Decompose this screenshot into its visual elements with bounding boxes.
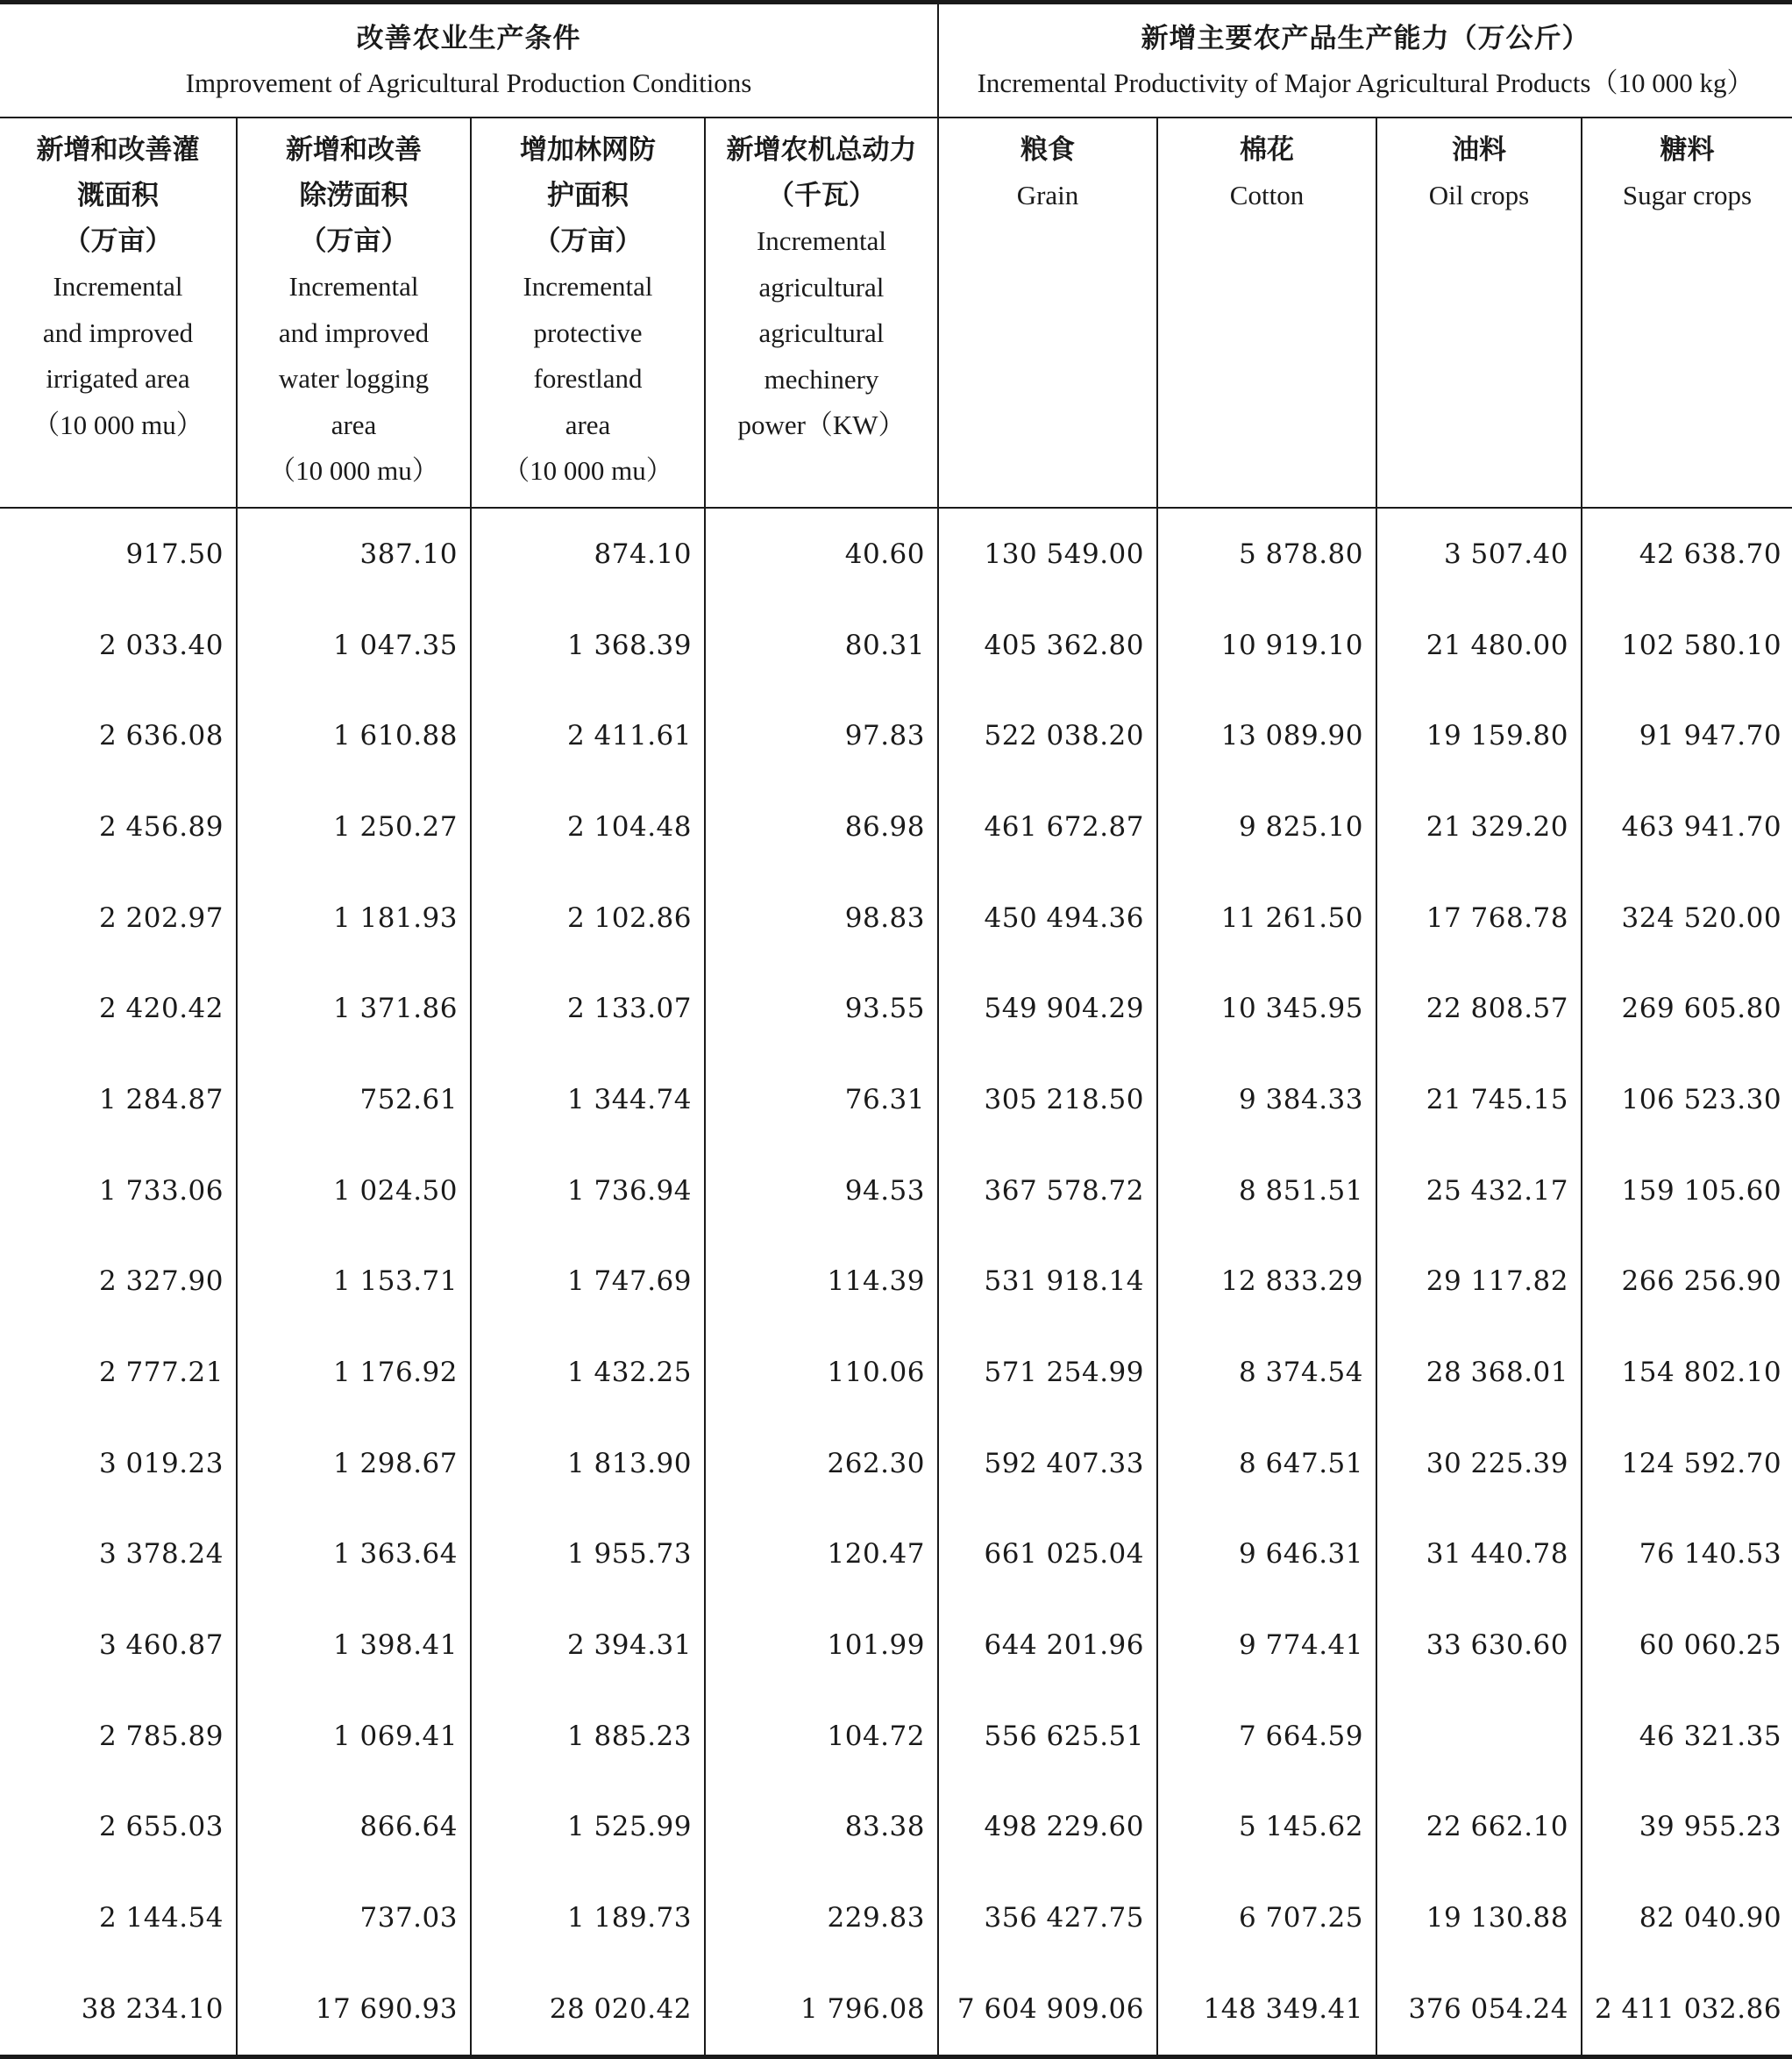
table-cell: 8 647.51 <box>1157 1418 1376 1509</box>
table-cell: 1 432.25 <box>471 1327 705 1418</box>
table-cell: 461 672.87 <box>938 781 1157 873</box>
table-cell: 9 384.33 <box>1157 1054 1376 1145</box>
table-cell: 2 144.54 <box>0 1872 237 1963</box>
table-row <box>0 781 1792 873</box>
table-cell: 154 802.10 <box>1621 1357 1782 1389</box>
table-cell: 21 745.15 <box>1376 1054 1582 1145</box>
column-header-water-logging-area <box>237 118 471 508</box>
table-cell: 1 153.71 <box>237 1236 471 1328</box>
table-cell: 17 690.93 <box>237 1963 471 2056</box>
table-cell: 376 054.24 <box>1376 1963 1582 2056</box>
table-cell: 13 089.90 <box>1157 690 1376 781</box>
column-header-en: Grain <box>1016 180 1079 210</box>
table-cell: 7 664.59 <box>1157 1691 1376 1782</box>
table-cell: 93.55 <box>705 963 938 1054</box>
table-row <box>0 1327 1792 1418</box>
column-header-en: Incremental and improved irrigated area （10 000 mu） <box>32 271 203 440</box>
column-header-en: Cotton <box>1229 180 1305 210</box>
table-cell: 102 580.10 <box>1621 629 1782 661</box>
table-cell: 76.31 <box>705 1054 938 1145</box>
table-cell: 592 407.33 <box>938 1418 1157 1509</box>
table-cell: 28 020.42 <box>471 1963 705 2056</box>
table-cell: 2 456.89 <box>0 781 237 873</box>
table-cell: 874.10 <box>471 508 705 600</box>
column-header-irrigated-area <box>0 118 237 508</box>
table-cell: 148 349.41 <box>1157 1963 1376 2056</box>
table-cell: 1 733.06 <box>0 1145 237 1236</box>
table-cell: 1 344.74 <box>471 1054 705 1145</box>
column-header-zh: 增加林网防 护面积 （万亩） <box>520 134 656 257</box>
table-cell: 19 159.80 <box>1376 690 1582 781</box>
table-cell: 1 736.94 <box>471 1145 705 1236</box>
table-cell: 405 362.80 <box>938 600 1157 691</box>
table-cell: 101.99 <box>705 1599 938 1691</box>
table-cell: 130 549.00 <box>938 508 1157 600</box>
table-cell: 1 955.73 <box>471 1509 705 1600</box>
group-title-zh: 新增主要农产品生产能力（万公斤） <box>1141 23 1590 54</box>
table-cell: 1 189.73 <box>471 1872 705 1963</box>
table-row <box>0 1599 1792 1691</box>
table-cell: 104.72 <box>705 1691 938 1782</box>
column-header-zh: 新增农机总动力 （千瓦） <box>726 134 917 211</box>
column-header-cotton <box>1157 118 1376 508</box>
column-header-en: Incremental and improved water logging area （10 000 mu） <box>268 271 439 486</box>
table-cell: 2 411 032.86 <box>1582 1963 1792 2056</box>
table-cell: 22 808.57 <box>1376 963 1582 1054</box>
table-cell: 91 947.70 <box>1639 720 1782 752</box>
table-cell: 1 176.92 <box>237 1327 471 1418</box>
table-cell: 2 785.89 <box>0 1691 237 1782</box>
table-cell: 21 480.00 <box>1376 600 1582 691</box>
table-cell: 159 105.60 <box>1621 1174 1782 1207</box>
table-cell: 3 460.87 <box>0 1599 237 1691</box>
column-header-oil-crops <box>1376 118 1582 508</box>
table-cell: 387.10 <box>237 508 471 600</box>
column-header-zh: 糖料 <box>1660 134 1715 166</box>
column-header-zh: 新增和改善 除涝面积 （万亩） <box>286 134 422 257</box>
table-cell: 86.98 <box>705 781 938 873</box>
table-cell: 3 507.40 <box>1376 508 1582 600</box>
table-cell: 11 261.50 <box>1157 873 1376 964</box>
table-cell: 1 181.93 <box>237 873 471 964</box>
table-cell: 1 368.39 <box>471 600 705 691</box>
table-cell: 106 523.30 <box>1621 1083 1782 1115</box>
table-cell: 19 130.88 <box>1376 1872 1582 1963</box>
table-cell: 97.83 <box>705 690 938 781</box>
table-body <box>0 508 1792 2056</box>
table-cell: 2 104.48 <box>471 781 705 873</box>
column-header-grain <box>938 118 1157 508</box>
table-cell: 3 378.24 <box>0 1509 237 1600</box>
table-cell: 21 329.20 <box>1376 781 1582 873</box>
table-cell: 367 578.72 <box>938 1145 1157 1236</box>
table-cell: 556 625.51 <box>938 1691 1157 1782</box>
column-header-sugar-crops <box>1582 118 1792 508</box>
group-title-en: Incremental Productivity of Major Agricultural Products（10 000 kg） <box>977 68 1754 98</box>
table-cell: 571 254.99 <box>938 1327 1157 1418</box>
table-cell: 83.38 <box>705 1782 938 1873</box>
table-cell: 1 610.88 <box>237 690 471 781</box>
table-cell: 8 374.54 <box>1157 1327 1376 1418</box>
table-cell: 29 117.82 <box>1376 1236 1582 1328</box>
column-header-zh: 油料 <box>1452 134 1506 166</box>
table-row <box>0 1145 1792 1236</box>
table-cell: 17 768.78 <box>1376 873 1582 964</box>
table-cell: 866.64 <box>237 1782 471 1873</box>
table-cell: 1 371.86 <box>237 963 471 1054</box>
table-cell: 2 033.40 <box>0 600 237 691</box>
table-cell: 917.50 <box>0 508 237 600</box>
table-cell: 30 225.39 <box>1376 1418 1582 1509</box>
table-cell: 1 250.27 <box>237 781 471 873</box>
group-title-zh: 改善农业生产条件 <box>356 23 581 54</box>
table-cell: 9 646.31 <box>1157 1509 1376 1600</box>
column-header-row <box>0 118 1792 508</box>
table-cell: 9 774.41 <box>1157 1599 1376 1691</box>
column-header-zh: 新增和改善灌 溉面积 （万亩） <box>36 134 200 257</box>
table-cell: 2 202.97 <box>0 873 237 964</box>
table-cell: 2 133.07 <box>471 963 705 1054</box>
table-cell: 1 747.69 <box>471 1236 705 1328</box>
table-cell: 3 019.23 <box>0 1418 237 1509</box>
table-cell: 549 904.29 <box>938 963 1157 1054</box>
table-row <box>0 508 1792 600</box>
table-cell: 98.83 <box>705 873 938 964</box>
table-row <box>0 873 1792 964</box>
table-cell: 1 069.41 <box>237 1691 471 1782</box>
table-cell <box>1376 1691 1582 1782</box>
column-header-en: Oil crops <box>1428 180 1530 210</box>
column-header-zh: 粮食 <box>1020 134 1075 166</box>
table-cell: 2 420.42 <box>0 963 237 1054</box>
total-row <box>0 1963 1792 2056</box>
table-cell: 38 234.10 <box>0 1963 237 2056</box>
table-cell: 114.39 <box>705 1236 938 1328</box>
table-cell: 2 655.03 <box>0 1782 237 1873</box>
group-header-row <box>0 3 1792 118</box>
table-cell: 7 604 909.06 <box>938 1963 1157 2056</box>
table-cell: 1 813.90 <box>471 1418 705 1509</box>
table-cell: 82 040.90 <box>1639 1902 1782 1934</box>
table-cell: 2 327.90 <box>0 1236 237 1328</box>
table-cell: 76 140.53 <box>1639 1538 1782 1571</box>
column-header-en: Incremental protective forestland area （10 000 mu） <box>502 271 673 486</box>
group-title-en: Improvement of Agricultural Production Conditions <box>185 68 752 98</box>
table-cell: 42 638.70 <box>1639 538 1782 570</box>
table-row <box>0 690 1792 781</box>
table-cell: 40.60 <box>705 508 938 600</box>
table-cell: 531 918.14 <box>938 1236 1157 1328</box>
table-cell: 39 955.23 <box>1639 1811 1782 1843</box>
table-cell: 124 592.70 <box>1621 1447 1782 1479</box>
table-cell: 737.03 <box>237 1872 471 1963</box>
table-cell: 661 025.04 <box>938 1509 1157 1600</box>
table-cell: 229.83 <box>705 1872 938 1963</box>
table-row <box>0 1782 1792 1873</box>
table-cell: 324 520.00 <box>1621 901 1782 934</box>
table-row <box>0 1872 1792 1963</box>
table-cell: 2 777.21 <box>0 1327 237 1418</box>
column-header-en: Sugar crops <box>1622 180 1753 210</box>
table-cell: 94.53 <box>705 1145 938 1236</box>
table-cell: 269 605.80 <box>1621 993 1782 1025</box>
table-cell: 1 024.50 <box>237 1145 471 1236</box>
table-cell: 10 345.95 <box>1157 963 1376 1054</box>
table-cell: 80.31 <box>705 600 938 691</box>
table-row <box>0 1054 1792 1145</box>
table-cell: 1 398.41 <box>237 1599 471 1691</box>
table-header <box>0 3 1792 509</box>
table-cell: 33 630.60 <box>1376 1599 1582 1691</box>
table-cell: 9 825.10 <box>1157 781 1376 873</box>
table-cell: 46 321.35 <box>1639 1720 1782 1752</box>
column-header-zh: 棉花 <box>1240 134 1294 166</box>
group-header-productivity <box>938 3 1792 118</box>
table-cell: 2 411.61 <box>471 690 705 781</box>
table-cell: 644 201.96 <box>938 1599 1157 1691</box>
table-cell: 8 851.51 <box>1157 1145 1376 1236</box>
table-cell: 752.61 <box>237 1054 471 1145</box>
table-cell: 463 941.70 <box>1621 810 1782 843</box>
table-cell: 12 833.29 <box>1157 1236 1376 1328</box>
table-cell: 1 796.08 <box>705 1963 938 2056</box>
column-header-protective-forestland-area <box>471 118 705 508</box>
table-cell: 1 284.87 <box>0 1054 237 1145</box>
table-cell: 262.30 <box>705 1418 938 1509</box>
table-cell: 5 878.80 <box>1157 508 1376 600</box>
group-header-production-conditions <box>0 3 938 118</box>
table-row <box>0 1509 1792 1600</box>
table-row <box>0 1236 1792 1328</box>
table-cell: 31 440.78 <box>1376 1509 1582 1600</box>
table-cell: 1 298.67 <box>237 1418 471 1509</box>
column-header-en: Incremental agricultural agricultural mechinery power（KW） <box>737 225 906 440</box>
table-row <box>0 963 1792 1054</box>
table-cell: 110.06 <box>705 1327 938 1418</box>
table-cell: 60 060.25 <box>1639 1629 1782 1662</box>
table-cell: 25 432.17 <box>1376 1145 1582 1236</box>
table-cell: 6 707.25 <box>1157 1872 1376 1963</box>
table-cell: 266 256.90 <box>1621 1265 1782 1298</box>
table-cell: 120.47 <box>705 1509 938 1600</box>
table-cell: 22 662.10 <box>1376 1782 1582 1873</box>
table-cell: 5 145.62 <box>1157 1782 1376 1873</box>
table-cell: 522 038.20 <box>938 690 1157 781</box>
table-row <box>0 600 1792 691</box>
table-cell: 1 047.35 <box>237 600 471 691</box>
table-cell: 1 525.99 <box>471 1782 705 1873</box>
table-cell: 2 394.31 <box>471 1599 705 1691</box>
table-cell: 1 885.23 <box>471 1691 705 1782</box>
column-header-machinery-power <box>705 118 938 508</box>
table-cell: 498 229.60 <box>938 1782 1157 1873</box>
table-row <box>0 1691 1792 1782</box>
table-cell: 2 102.86 <box>471 873 705 964</box>
table-cell: 305 218.50 <box>938 1054 1157 1145</box>
table-cell: 1 363.64 <box>237 1509 471 1600</box>
table-cell: 10 919.10 <box>1157 600 1376 691</box>
table-cell: 356 427.75 <box>938 1872 1157 1963</box>
table-cell: 28 368.01 <box>1376 1327 1582 1418</box>
table-row <box>0 1418 1792 1509</box>
table-cell: 450 494.36 <box>938 873 1157 964</box>
table-cell: 2 636.08 <box>0 690 237 781</box>
